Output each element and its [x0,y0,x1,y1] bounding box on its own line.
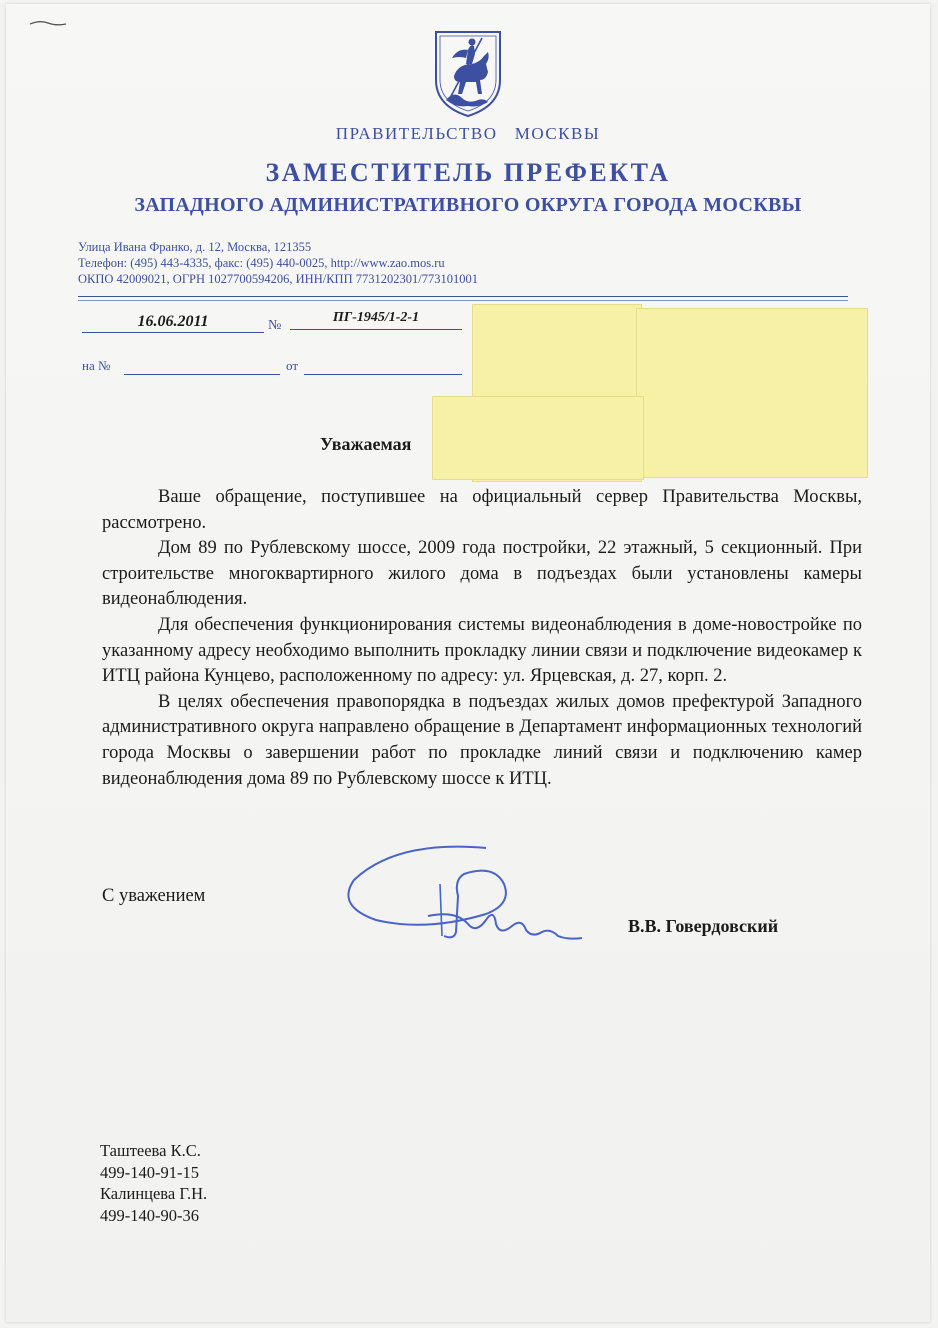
letterhead-title: ЗАМЕСТИТЕЛЬ ПРЕФЕКТА [265,158,671,187]
body-paragraph: В целях обеспечения правопорядка в подъездах жилых домов префектурой Западного административного округа направлено обращение в Департамент информационных технологий города Москвы о завершении работ по прокладке линий связи и подключению камер видеонаблюдения дома 89 по Рублевскому шоссе к ИТЦ. [102,691,862,789]
letterhead-divider [78,296,848,297]
contact-name: Таштеева К.С. [100,1141,201,1160]
contact-line: Телефон: (495) 443-4335, факс: (495) 440-0025, http://www.zao.mos.ru [78,256,445,270]
handwritten-signature [336,840,596,950]
from-line [304,374,462,375]
letterhead-address [78,239,478,287]
closing-phrase: С уважением [102,886,206,906]
body-paragraph: Дом 89 по Рублевскому шоссе, 2009 года постройки, 22 этажный, 5 секционный. При строительстве многоквартирного жилого дома в подъездах были установлены камеры видеонаблюдения. [102,538,862,610]
scan-mark [28,18,68,28]
body-paragraph: Ваше обращение, поступившее на официальный сервер Правительства Москвы, рассмотрено. [102,487,862,533]
redaction-note [432,396,644,480]
letterhead-subtitle: ЗАПАДНОГО АДМИНИСТРАТИВНОГО ОКРУГА ГОРОДА МОСКВЫ [134,194,802,216]
contact-phone: 499-140-91-15 [100,1162,199,1182]
contact-name: Калинцева Г.Н. [100,1184,208,1203]
document-date: 16.06.2011 [82,313,264,333]
salutation: Уважаемая [320,434,412,454]
moscow-coat-of-arms-icon [428,28,508,118]
address-line: Улица Ивана Франко, д. 12, Москва, 121355 [78,240,312,254]
letterhead-divider-thin [78,300,848,301]
registration-line: ОКПО 42009021, ОГРН 1027700594206, ИНН/КПП 7731202301/773101001 [78,272,478,286]
government-name: ПРАВИТЕЛЬСТВО МОСКВЫ [335,124,601,143]
redaction-note [636,308,868,478]
from-label: от [286,358,299,373]
contact-phone: 499-140-90-36 [100,1205,199,1225]
body-paragraph: Для обеспечения функционирования системы видеонаблюдения в доме-новостройке по указанному адресу необходимо выполнить прокладку линии связи и подключение видеокамер к ИТЦ района Кунцево, расположенному по адресу: ул. Ярцевская, д. 27, корп. 2. [102,614,862,687]
number-label: № [268,318,282,333]
letter-page [6,4,930,1322]
letter-body [102,485,862,792]
in-reply-label: на № [82,358,111,373]
executor-contacts [100,1140,207,1226]
in-reply-line [124,374,280,375]
document-number: ПГ-1945/1-2-1 [290,310,462,330]
signer-name: В.В. Говердовский [628,916,779,936]
